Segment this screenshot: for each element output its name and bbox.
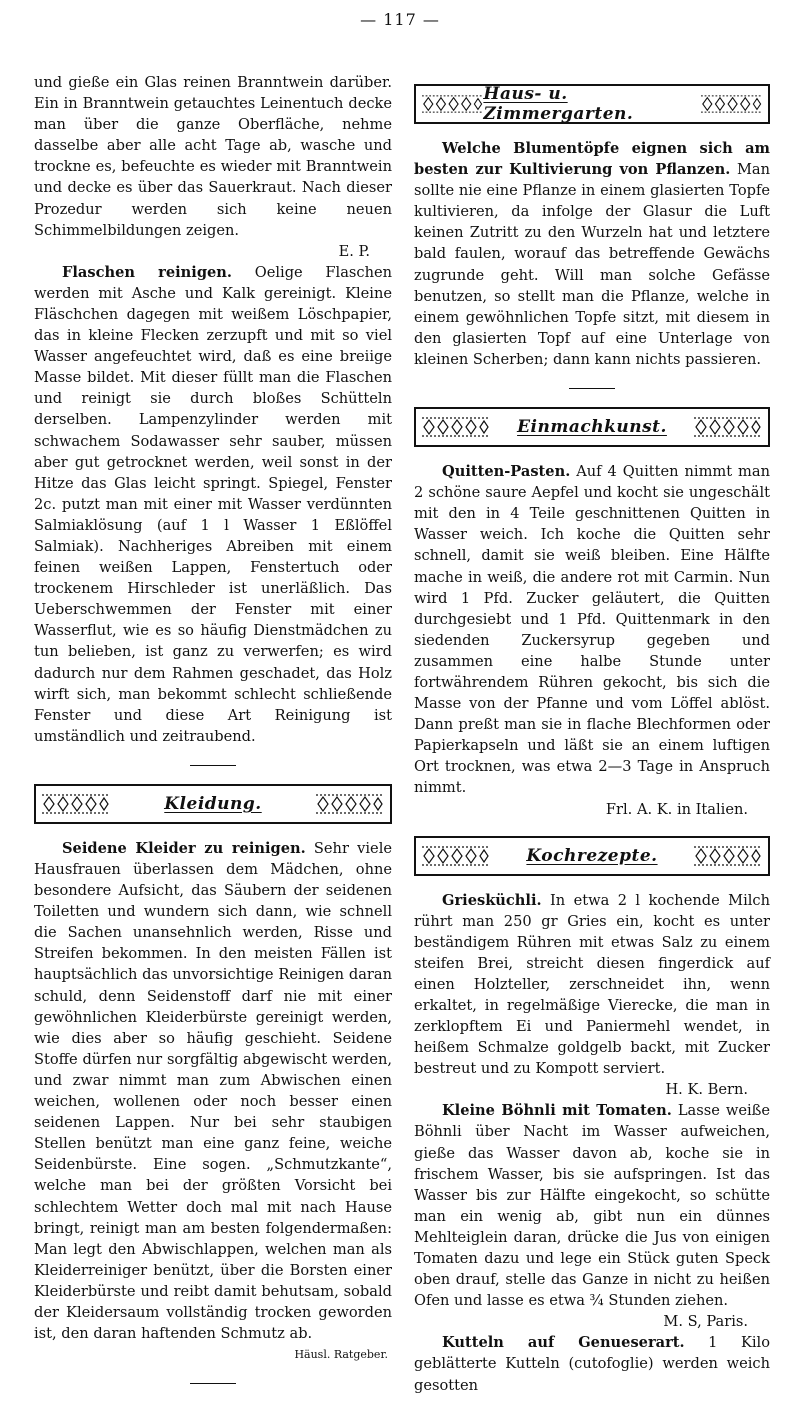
section-banner-garten	[414, 84, 770, 124]
article-seide	[34, 838, 392, 1344]
divider	[190, 1383, 236, 1384]
ornament-icon	[694, 416, 762, 438]
section-title: Einmachkunst.	[517, 417, 667, 438]
recipe-grieskuechli	[414, 890, 770, 1080]
ornament-icon	[42, 793, 110, 815]
left-column	[34, 72, 392, 1402]
ornament-icon	[316, 793, 384, 815]
article-body: Man sollte nie eine Pflanze in einem glasierten Topfe kultivieren, da infolge der Glasur die Luft keinen Zutritt zu den Wurzeln hat und letztere bald faulen, worauf das betreffende Gewächs zugrunde geht. Will man solche Gefässe benutzen, so stellt man die Pflanze, welche in einem gewöhnlichen Topfe sitzt, mit diesem in den glasierten Topf auf eine Unterlage von kleinen Scherben; dann kann nichts passieren.	[414, 161, 771, 368]
ornament-icon	[422, 845, 490, 867]
recipe-kutteln	[414, 1332, 770, 1395]
recipe-body: 1 Kilo geblätterte Kutteln (cutofoglie) werden weich gesotten	[414, 1334, 771, 1394]
signature: E. P.	[338, 242, 370, 260]
signature: Frl. A. K. in Italien.	[605, 800, 748, 818]
divider	[569, 388, 615, 389]
article-heading: Seidene Kleider zu reinigen.	[62, 839, 306, 857]
signature: H. K. Bern.	[665, 1081, 748, 1099]
ornament-icon	[422, 416, 490, 438]
recipe-heading: Kutteln auf Genueserart.	[442, 1334, 685, 1352]
source-credit: Häusl. Ratgeber.	[294, 1348, 388, 1362]
article-body: Oelige Flaschen werden mit Asche und Kalk gereinigt. Kleine Fläschchen dagegen mit weißem Löschpapier, das in kleine Flecken zerzupft und mit so viel Wasser angefeuchtet wird, daß es eine breiige Masse bildet. Mit dieser füllt man die Flaschen und reinigt sie durch bloßes Schütteln derselben. Lampenzylinder werden mit schwachem Sodawasser sehr sauber, müssen aber gut getrocknet werden, weil sonst in der Hitze das Glas leicht springt. Spiegel, Fenster 2c. putzt man mit einer mit Wasser verdünnten Salmiaklösung (auf 1 l Wasser 1 Eßlöffel Salmiak). Nachheriges Abreiben mit einem feinen weißen Lappen, Fenstertuch oder trockenem Hirschleder ist unerläßlich. Das Ueberschwemmen der Fenster mit einer Wasserflut, wie es so häufig Dienstmädchen zu tun belieben, ist ganz zu verwerfen; es wird dadurch nur dem Rahmen geschadet, das Holz wirft sich, man bekommt schlecht schließende Fenster und diese Art Reinigung ist umständlich und zeitraubend.	[34, 263, 393, 745]
section-banner-kochrezepte	[414, 836, 770, 876]
recipe-heading: Kleine Böhnli mit Tomaten.	[442, 1102, 672, 1120]
article-body: Sehr viele Hausfrauen überlassen dem Mädchen, ohne besondere Aufsicht, das Säubern der seidenen Toiletten und wundern sich dann, wie schnell die Sachen unansehnlich werden, Risse und Streifen bekommen. In den meisten Fällen ist hauptsächlich das unvorsichtige Reinigen daran schuld, denn Seidenstoff darf nie mit einer gewöhnlichen Kleiderbürste gereinigt werden, wie dies aber so häufig geschieht. Seidene Stoffe dürfen nur sorgfältig abgewischt werden, und zwar nimmt man zum Abwischen einen weichen, wollenen oder noch besser einen seidenen Lappen. Nur bei sehr staubigen Stellen benützt man eine ganz feine, weiche Seidenbürste. Eine sogen. „Schmutzkante“, welche man bei der größten Vorsicht bei schlechtem Wetter doch mal mit nach Hause bringt, reinigt man am besten folgendermaßen: Man legt den Abwischlappen, welchen man als Kleiderreiniger benützt, über die Borsten einer Kleiderbürste und reibt damit behutsam, sobald der Kleidersaum vollständig trocken geworden ist, den daran haftenden Schmutz ab.	[34, 839, 392, 1343]
ornament-icon	[694, 845, 762, 867]
ornament-icon	[422, 93, 483, 115]
section-title: Kochrezepte.	[526, 845, 658, 866]
divider	[190, 765, 236, 766]
recipe-body: In etwa 2 l kochende Milch rührt man 250 gr Gries ein, kocht es unter beständigem Rühren mit etwas Salz zu einem steifen Brei, streicht diesen fingerdick auf einen Holzteller, zerschneidet ihn, wenn erkaltet, in regelmäßige Vierecke, die man in zerklopftem Ei und Paniermehl wendet, in heißem Schmalze goldgelb backt, mit Zucker bestreut und zu Kompott serviert.	[414, 891, 770, 1078]
ornament-icon	[701, 93, 762, 115]
right-column	[414, 72, 770, 1396]
article-blumentoepfe	[414, 138, 770, 370]
article-heading: Welche Blumentöpfe eignen sich am besten zur Kultivierung von Pflanzen.	[414, 140, 770, 179]
section-title: Haus- u. Zimmergarten.	[483, 84, 634, 124]
recipe-boehnli	[414, 1100, 770, 1311]
page-number: — 117 —	[360, 10, 440, 29]
article-flaschen	[34, 262, 392, 747]
section-banner-einmachkunst	[414, 407, 770, 447]
section-title: Kleidung.	[164, 793, 262, 814]
article-body: Auf 4 Quitten nimmt man 2 schöne saure Aepfel und kocht sie ungeschält mit den in 4 Teile geschnittenen Quitten in Wasser weich. Ich koche die Quitten sehr schnell, damit sie weiß bleiben. Eine Hälfte mache in weiß, die andere rot mit Carmin. Nun wird 1 Pfd. Zucker geläutert, die Quitten durchgesiebt und 1 Pfd. Quittenmark in den siedenden Zuckersyrup gegeben und zusammen eine halbe Stunde unter fortwährendem Rühren gekocht, bis sich die Masse von der Pfanne und vom Löffel ablöst. Dann preßt man sie in flache Blechformen oder Papierkapseln und läßt sie an einem luftigen Ort trocknen, was etwa 2—3 Tage in Anspruch nimmt.	[414, 463, 770, 797]
article-heading: Flaschen reinigen.	[62, 263, 233, 281]
article-quitten	[414, 461, 770, 799]
recipe-heading: Griesküchli.	[442, 891, 542, 909]
signature: M. S, Paris.	[663, 1313, 748, 1331]
article-heading: Quitten-Pasten.	[442, 463, 571, 481]
section-banner-kleidung	[34, 784, 392, 824]
recipe-body: Lasse weiße Böhnli über Nacht im Wasser aufweichen, gieße das Wasser davon ab, koche sie in frischem Wasser, bis sie aufspringen. Ist das Wasser bis zur Hälfte eingekocht, so schütte man ein wenig ab, gibt nun ein dünnes Mehlteiglein daran, drücke die Jus von einigen Tomaten dazu und lege ein Stück guten Speck oben drauf, stelle das Ganze in nicht zu heißen Ofen und lasse es etwa ¾ Stunden ziehen.	[414, 1102, 771, 1310]
paragraph: und gieße ein Glas reinen Branntwein darüber. Ein in Branntwein getauchtes Leinentuch decke man über die ganze Oberfläche, nehme dasselbe aber alle acht Tage ab, wasche und trockne es, befeuchte es wieder mit Branntwein und decke es über das Sauerkraut. Nach dieser Prozedur werden sich keine neuen Schimmelbildungen zeigen.	[34, 74, 392, 239]
